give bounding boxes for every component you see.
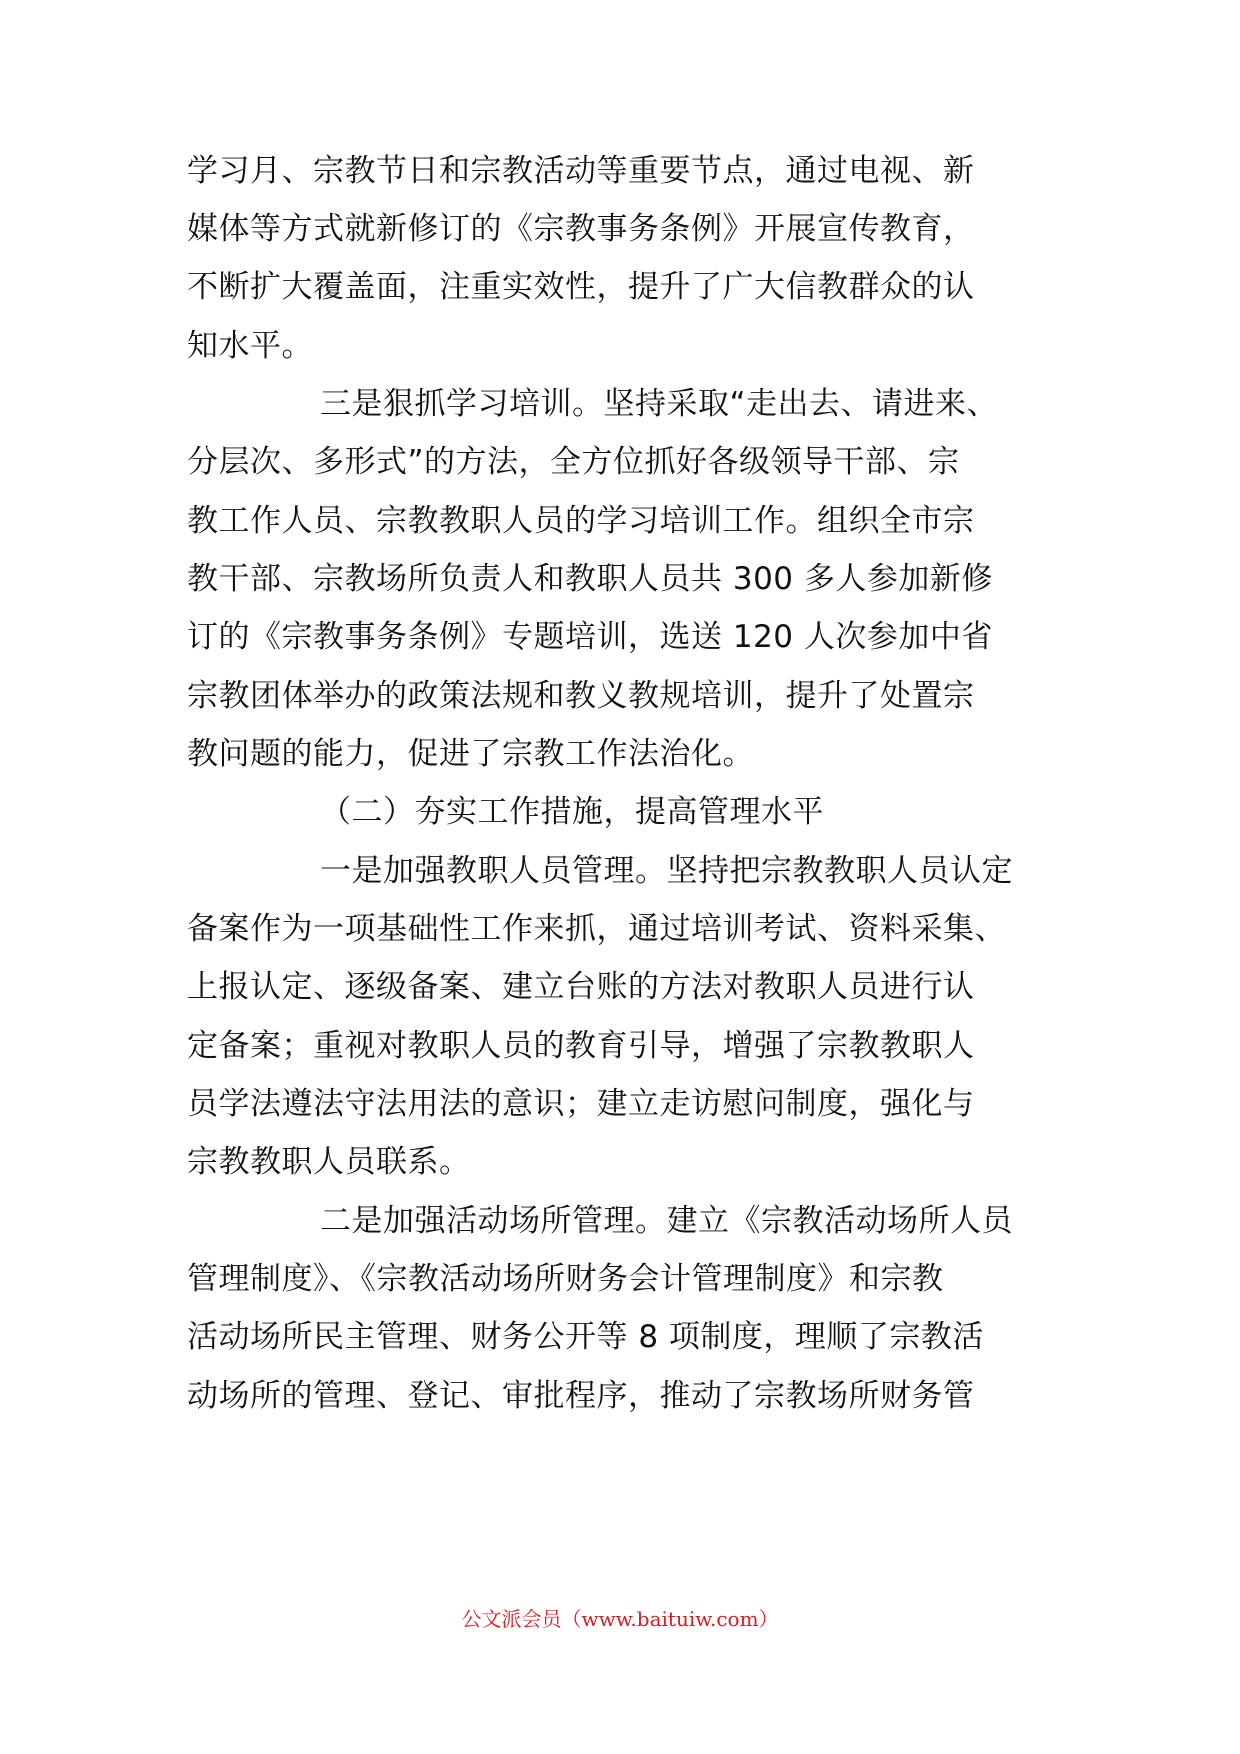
footer-watermark: 公文派会员（www.baituiw.com） — [461, 1607, 779, 1631]
text-line: 分层次、多形式”的方法，全方位抓好各级领导干部、宗 — [187, 444, 960, 480]
text-line: 上报认定、逐级备案、建立台账的方法对教职人员进行认 — [187, 969, 975, 1005]
text-line: 学习月、宗教节日和宗教活动等重要节点，通过电视、新 — [187, 153, 975, 189]
text-line: 订的《宗教事务条例》专题培训，选送 120 人次参加中省 — [187, 619, 993, 655]
text-line: 媒体等方式就新修订的《宗教事务条例》开展宣传教育， — [187, 211, 975, 247]
text-line: 动场所的管理、登记、审批程序，推动了宗教场所财务管 — [187, 1378, 975, 1414]
text-line: 备案作为一项基础性工作来抓，通过培训考试、资料采集、 — [187, 911, 1006, 947]
paragraph-start-line: 一是加强教职人员管理。坚持把宗教教职人员认定 — [320, 853, 1013, 889]
text-line: 管理制度》、《宗教活动场所财务会计管理制度》和宗教 — [187, 1261, 944, 1297]
text-line: 知水平。 — [187, 328, 313, 364]
text-line: 定备案；重视对教职人员的教育引导，增强了宗教教职人 — [187, 1028, 975, 1064]
paragraph-start-line: 三是狠抓学习培训。坚持采取“走出去、请进来、 — [320, 386, 999, 422]
text-line: 宗教教职人员联系。 — [187, 1144, 471, 1180]
text-line: 教干部、宗教场所负责人和教职人员共 300 多人参加新修 — [187, 561, 993, 597]
text-line: 员学法遵法守法用法的意识；建立走访慰问制度，强化与 — [187, 1086, 975, 1122]
text-line: 活动场所民主管理、财务公开等 8 项制度，理顺了宗教活 — [187, 1319, 984, 1355]
paragraph-start-line: 二是加强活动场所管理。建立《宗教活动场所人员 — [320, 1203, 1013, 1239]
text-line: 教问题的能力，促进了宗教工作法治化。 — [187, 736, 754, 772]
text-line: 不断扩大覆盖面，注重实效性，提升了广大信教群众的认 — [187, 269, 975, 305]
section-heading: （二）夯实工作措施，提高管理水平 — [320, 794, 824, 830]
text-line: 宗教团体举办的政策法规和教义教规培训，提升了处置宗 — [187, 678, 975, 714]
text-line: 教工作人员、宗教教职人员的学习培训工作。组织全市宗 — [187, 503, 975, 539]
